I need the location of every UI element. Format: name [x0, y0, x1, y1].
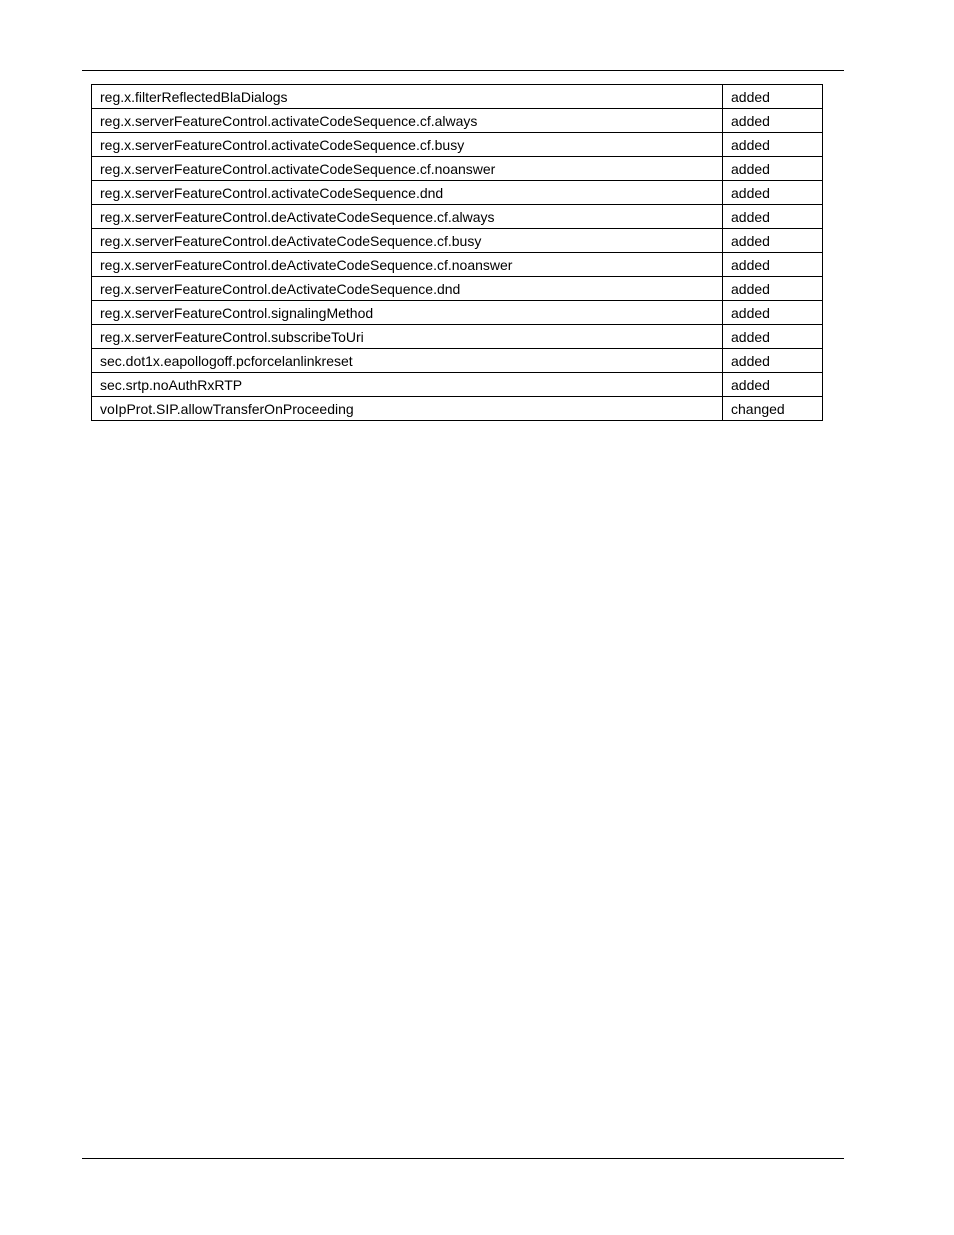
status-cell: added [723, 253, 823, 277]
status-cell: added [723, 349, 823, 373]
parameter-name-cell: reg.x.serverFeatureControl.deActivateCodeSequence.cf.always [92, 205, 723, 229]
table-row [92, 301, 823, 325]
parameter-name-cell: reg.x.serverFeatureControl.deActivateCodeSequence.dnd [92, 277, 723, 301]
status-cell: changed [723, 397, 823, 421]
table-row [92, 109, 823, 133]
parameter-name-cell: reg.x.serverFeatureControl.activateCodeSequence.cf.noanswer [92, 157, 723, 181]
parameter-name-cell: voIpProt.SIP.allowTransferOnProceeding [92, 397, 723, 421]
table-row [92, 373, 823, 397]
parameter-changes-table [91, 84, 823, 421]
table-row [92, 181, 823, 205]
status-cell: added [723, 133, 823, 157]
parameter-name-cell: reg.x.serverFeatureControl.deActivateCodeSequence.cf.noanswer [92, 253, 723, 277]
table-row [92, 157, 823, 181]
status-cell: added [723, 373, 823, 397]
status-cell: added [723, 181, 823, 205]
status-cell: added [723, 277, 823, 301]
parameter-name-cell: sec.dot1x.eapollogoff.pcforcelanlinkreset [92, 349, 723, 373]
parameter-name-cell: reg.x.serverFeatureControl.activateCodeSequence.cf.busy [92, 133, 723, 157]
table-body [92, 85, 823, 421]
table-row [92, 205, 823, 229]
table-row [92, 253, 823, 277]
status-cell: added [723, 205, 823, 229]
table-row [92, 397, 823, 421]
parameter-name-cell: reg.x.serverFeatureControl.activateCodeSequence.cf.always [92, 109, 723, 133]
table-row [92, 325, 823, 349]
status-cell: added [723, 109, 823, 133]
status-cell: added [723, 301, 823, 325]
status-cell: added [723, 85, 823, 109]
table-row [92, 85, 823, 109]
table-row [92, 229, 823, 253]
parameter-name-cell: reg.x.serverFeatureControl.signalingMethod [92, 301, 723, 325]
parameter-name-cell: reg.x.serverFeatureControl.subscribeToUri [92, 325, 723, 349]
status-cell: added [723, 325, 823, 349]
parameter-name-cell: reg.x.serverFeatureControl.activateCodeSequence.dnd [92, 181, 723, 205]
parameter-name-cell: reg.x.filterReflectedBlaDialogs [92, 85, 723, 109]
header-rule [82, 70, 844, 71]
parameter-name-cell: sec.srtp.noAuthRxRTP [92, 373, 723, 397]
table-row [92, 133, 823, 157]
parameter-name-cell: reg.x.serverFeatureControl.deActivateCodeSequence.cf.busy [92, 229, 723, 253]
status-cell: added [723, 157, 823, 181]
status-cell: added [723, 229, 823, 253]
table-row [92, 349, 823, 373]
footer-rule [82, 1158, 844, 1159]
table-row [92, 277, 823, 301]
